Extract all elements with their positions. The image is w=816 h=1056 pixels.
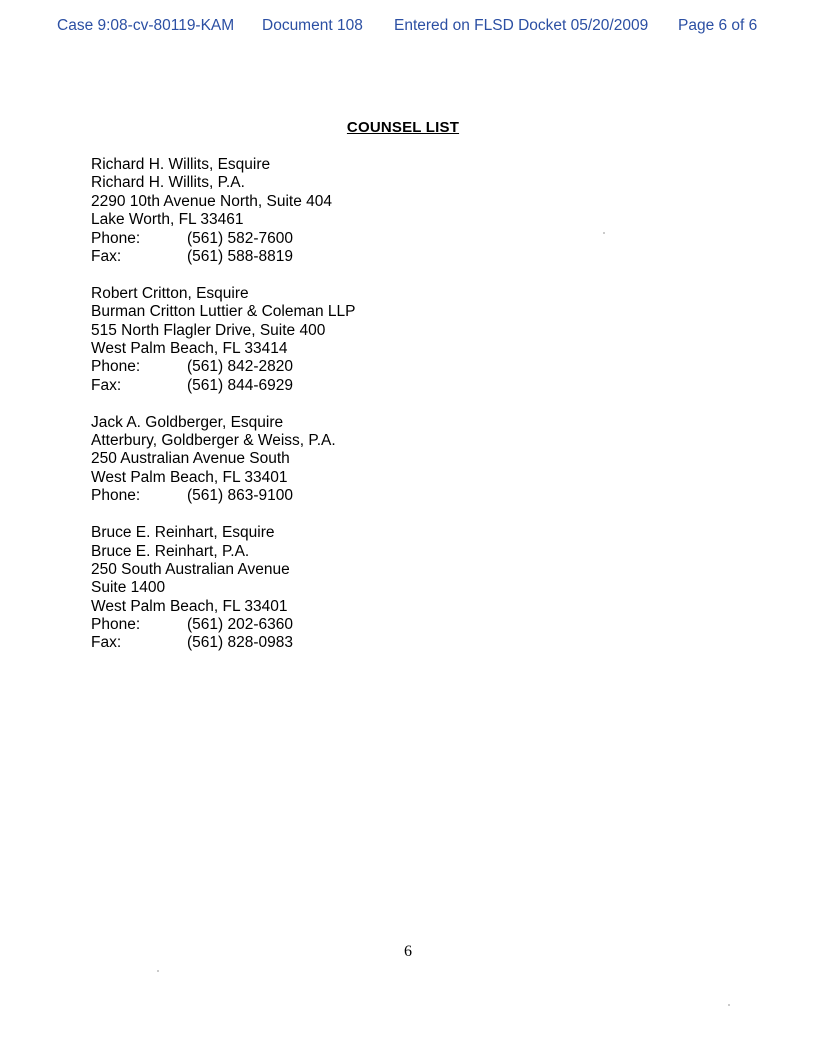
docket-header	[0, 17, 816, 39]
scan-speck	[157, 970, 159, 972]
counsel-address: 250 South Australian Avenue	[91, 560, 290, 578]
counsel-phone	[91, 487, 511, 505]
counsel-entry	[91, 524, 511, 653]
counsel-city: West Palm Beach, FL 33401	[91, 468, 288, 486]
phone-label: Phone:	[91, 616, 141, 634]
counsel-name: Jack A. Goldberger, Esquire	[91, 413, 284, 431]
scan-speck	[603, 232, 605, 234]
fax-value: (561) 828-0983	[187, 634, 293, 652]
counsel-entry	[91, 414, 511, 506]
phone-value: (561) 202-6360	[187, 616, 293, 634]
counsel-firm: Richard H. Willits, P.A.	[91, 174, 245, 192]
phone-value: (561) 582-7600	[187, 229, 293, 247]
counsel-firm: Bruce E. Reinhart, P.A.	[91, 542, 250, 560]
counsel-fax	[91, 634, 511, 652]
fax-label: Fax:	[91, 247, 122, 265]
counsel-fax	[91, 248, 511, 266]
header-case-number: Case 9:08-cv-80119-KAM	[57, 17, 235, 34]
fax-value: (561) 588-8819	[187, 247, 293, 265]
counsel-firm: Atterbury, Goldberger & Weiss, P.A.	[91, 432, 336, 450]
phone-label: Phone:	[91, 229, 141, 247]
counsel-city: West Palm Beach, FL 33414	[91, 340, 288, 358]
counsel-entry	[91, 156, 511, 266]
header-document-number: Document 108	[262, 17, 363, 34]
fax-value: (561) 844-6929	[187, 376, 293, 394]
header-entered-date: Entered on FLSD Docket 05/20/2009	[394, 17, 649, 34]
fax-label: Fax:	[91, 376, 122, 394]
counsel-address: 2290 10th Avenue North, Suite 404	[91, 192, 333, 210]
counsel-entry	[91, 285, 511, 395]
scan-speck	[728, 1004, 730, 1006]
phone-label: Phone:	[91, 487, 141, 505]
counsel-name: Richard H. Willits, Esquire	[91, 156, 271, 173]
page-number: 6	[404, 943, 412, 960]
phone-label: Phone:	[91, 358, 141, 376]
counsel-firm: Burman Critton Luttier & Coleman LLP	[91, 303, 356, 321]
counsel-name: Robert Critton, Esquire	[91, 284, 249, 302]
header-page-count: Page 6 of 6	[678, 17, 758, 34]
phone-value: (561) 863-9100	[187, 487, 293, 505]
counsel-phone	[91, 616, 511, 634]
counsel-city: Lake Worth, FL 33461	[91, 211, 244, 229]
counsel-address: 250 Australian Avenue South	[91, 450, 290, 468]
counsel-list	[91, 156, 511, 671]
fax-label: Fax:	[91, 634, 122, 652]
counsel-name: Bruce E. Reinhart, Esquire	[91, 524, 275, 542]
counsel-suite: Suite 1400	[91, 579, 166, 597]
page-title: COUNSEL LIST	[346, 119, 460, 136]
counsel-phone	[91, 358, 511, 376]
counsel-fax	[91, 377, 511, 395]
counsel-phone	[91, 230, 511, 248]
counsel-city: West Palm Beach, FL 33401	[91, 597, 288, 615]
counsel-address: 515 North Flagler Drive, Suite 400	[91, 321, 326, 339]
phone-value: (561) 842-2820	[187, 358, 293, 376]
